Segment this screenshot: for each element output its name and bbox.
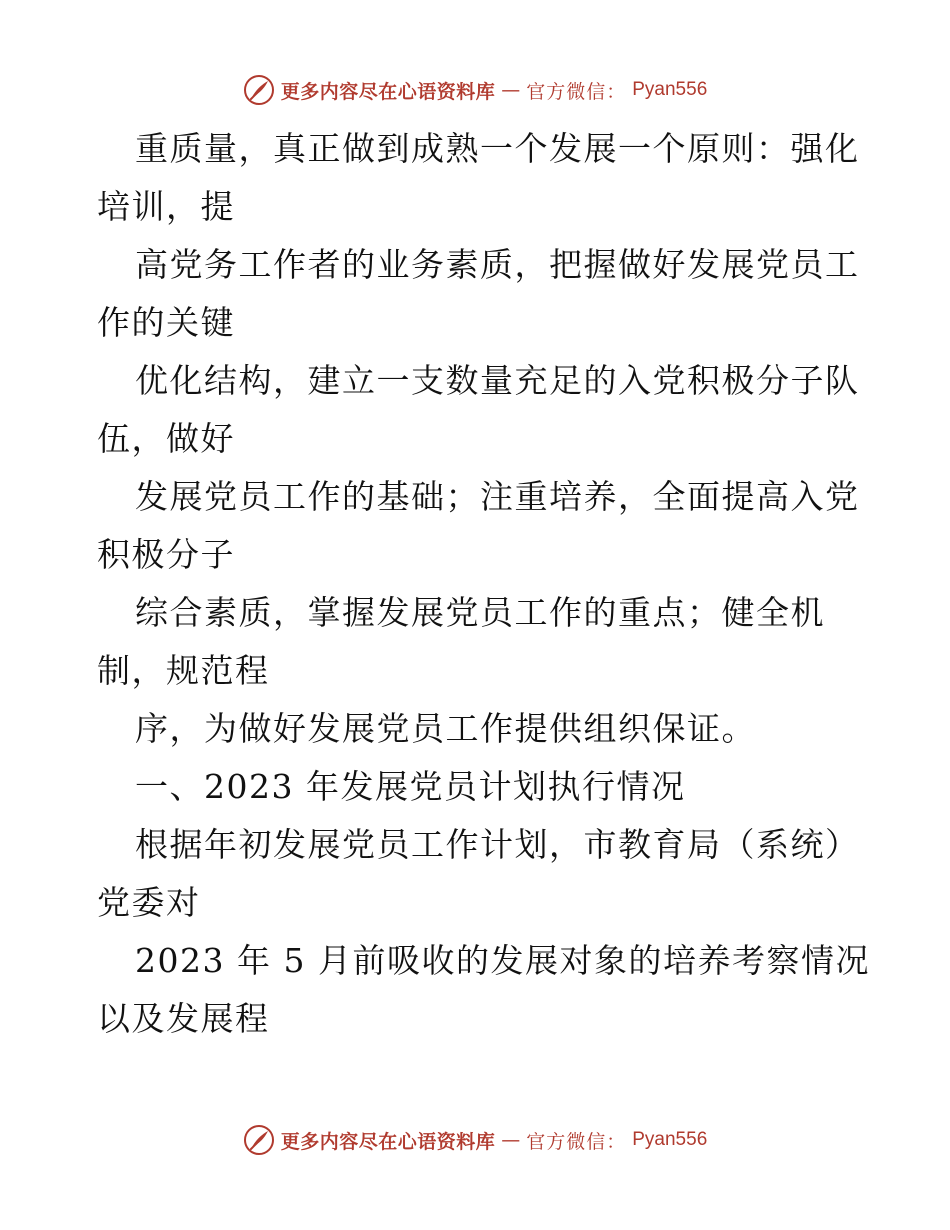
feather-pen-logo-icon: [243, 74, 275, 106]
paragraph-line: 积极分子: [97, 535, 235, 574]
paragraph-line: 发展党员工作的基础；注重培养，全面提高入党: [135, 477, 860, 516]
paragraph-line: 优化结构，建立一支数量充足的入党积极分子队: [135, 361, 860, 400]
paragraph-9: [97, 932, 870, 1048]
paragraph-line: 根据年初发展党员工作计划，市教育局（系统）: [135, 825, 860, 864]
paragraph-line: 综合素质，掌握发展党员工作的重点；健全机: [135, 593, 825, 632]
paragraph-2: [97, 236, 860, 352]
feather-pen-logo-icon: [243, 1124, 275, 1156]
paragraph-line: 培训，提: [97, 187, 235, 226]
paragraph-line: 党委对: [97, 883, 201, 922]
paragraph-8: [97, 816, 860, 932]
paragraph-6: [97, 700, 857, 758]
paragraph-4: [97, 468, 860, 584]
page-footer-banner: [0, 1122, 950, 1158]
paragraph-line: 重质量，真正做到成熟一个发展一个原则：强化: [135, 129, 860, 168]
paragraph-line: 序，为做好发展党员工作提供组织保证。: [135, 709, 756, 748]
paragraph-line: 高党务工作者的业务素质，把握做好发展党员工: [135, 245, 860, 284]
header-main-text: 更多内容尽在心语资料库: [280, 80, 496, 103]
paragraph-3: [97, 352, 860, 468]
page-header-banner: [0, 72, 950, 108]
footer-separator: —: [501, 1129, 521, 1151]
paragraph-line: 制，规范程: [97, 651, 270, 690]
paragraph-line: 作的关键: [97, 303, 235, 342]
header-wechat-label: 官方微信：: [526, 80, 627, 103]
footer-wechat-label: 官方微信：: [526, 1130, 627, 1153]
paragraph-1: [97, 120, 860, 236]
section-heading: [97, 758, 857, 816]
section-heading-text: 一、2023 年发展党员计划执行情况: [135, 767, 686, 806]
footer-wechat-id: Pyan556: [632, 1129, 708, 1150]
header-separator: —: [501, 79, 521, 101]
paragraph-line: 2023 年 5 月前吸收的发展对象的培养考察情况: [135, 941, 870, 980]
footer-main-text: 更多内容尽在心语资料库: [280, 1130, 496, 1153]
header-wechat-id: Pyan556: [632, 79, 708, 100]
paragraph-line: 以及发展程: [97, 999, 270, 1038]
paragraph-5: [97, 584, 857, 700]
document-body: [97, 120, 870, 1048]
paragraph-line: 伍，做好: [97, 419, 235, 458]
